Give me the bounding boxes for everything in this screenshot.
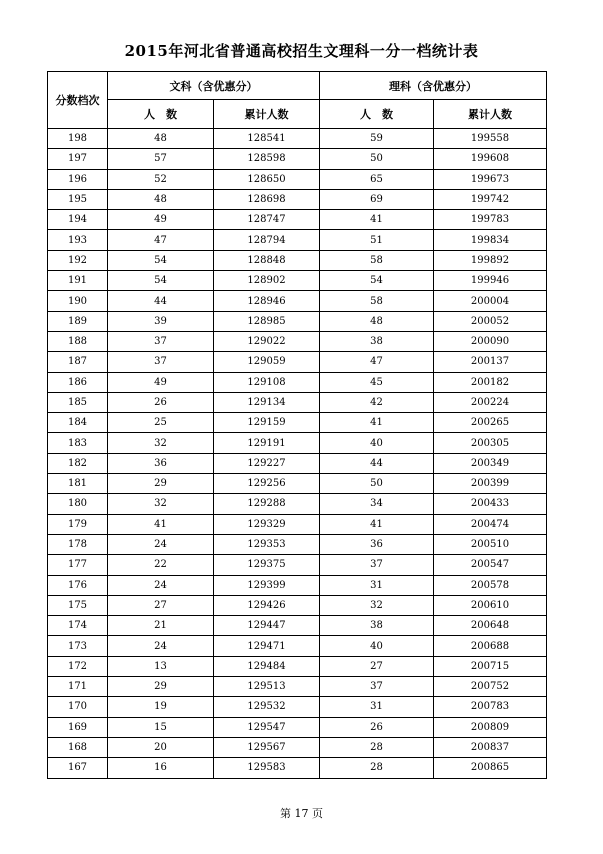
wen-cumulative-cell: 129353 [214, 534, 320, 554]
li-cumulative-cell: 199946 [434, 271, 547, 291]
wen-cumulative-cell: 129375 [214, 555, 320, 575]
wen-cumulative-cell: 129532 [214, 697, 320, 717]
score-cell: 193 [48, 230, 108, 250]
wen-count-cell: 27 [108, 595, 214, 615]
li-count-cell: 28 [320, 758, 434, 778]
li-count-cell: 42 [320, 392, 434, 412]
li-count-cell: 38 [320, 616, 434, 636]
li-count-cell: 31 [320, 575, 434, 595]
li-cumulative-cell: 200865 [434, 758, 547, 778]
score-cell: 186 [48, 372, 108, 392]
table-row [48, 250, 547, 270]
score-cell: 189 [48, 311, 108, 331]
table-row [48, 331, 547, 351]
wen-cumulative-cell: 129567 [214, 737, 320, 757]
score-cell: 180 [48, 494, 108, 514]
li-cumulative-cell: 200783 [434, 697, 547, 717]
score-cell: 178 [48, 534, 108, 554]
score-cell: 194 [48, 210, 108, 230]
score-cell: 195 [48, 189, 108, 209]
page-number: 第 17 页 [280, 807, 323, 820]
wen-count-cell: 13 [108, 656, 214, 676]
table-row [48, 413, 547, 433]
wen-cumulative-cell: 128946 [214, 291, 320, 311]
li-group-header: 理科（含优惠分） [320, 72, 547, 100]
wen-cumulative-cell: 129191 [214, 433, 320, 453]
table-row [48, 575, 547, 595]
wen-count-cell: 57 [108, 149, 214, 169]
li-cumulative-cell: 200510 [434, 534, 547, 554]
li-cumulative-cell: 200349 [434, 453, 547, 473]
li-cumulative-cell: 200433 [434, 494, 547, 514]
wen-count-cell: 24 [108, 636, 214, 656]
score-cell: 174 [48, 616, 108, 636]
score-cell: 171 [48, 677, 108, 697]
wen-count-cell: 52 [108, 169, 214, 189]
score-cell: 183 [48, 433, 108, 453]
table-row [48, 129, 547, 149]
li-count-cell: 32 [320, 595, 434, 615]
wen-cumulative-cell: 129447 [214, 616, 320, 636]
li-count-cell: 41 [320, 413, 434, 433]
wen-count-cell: 24 [108, 575, 214, 595]
li-cumulative-cell: 200752 [434, 677, 547, 697]
wen-cumulative-cell: 129426 [214, 595, 320, 615]
wen-cumulative-cell: 128541 [214, 129, 320, 149]
li-cumulative-cell: 200610 [434, 595, 547, 615]
table-row [48, 291, 547, 311]
li-cumulative-cell: 199892 [434, 250, 547, 270]
li-count-cell: 58 [320, 291, 434, 311]
wen-cumulative-cell: 128698 [214, 189, 320, 209]
table-row [48, 392, 547, 412]
table-row [48, 311, 547, 331]
wen-cumulative-cell: 129583 [214, 758, 320, 778]
li-cumulative-cell: 199783 [434, 210, 547, 230]
li-cumulative-cell: 199742 [434, 189, 547, 209]
table-row [48, 189, 547, 209]
li-count-cell: 58 [320, 250, 434, 270]
wen-count-cell: 37 [108, 331, 214, 351]
wen-count-cell: 15 [108, 717, 214, 737]
li-cumulative-cell: 200265 [434, 413, 547, 433]
score-cell: 179 [48, 514, 108, 534]
wen-count-cell: 39 [108, 311, 214, 331]
wen-count-cell: 32 [108, 433, 214, 453]
li-count-cell: 37 [320, 677, 434, 697]
wen-cumulative-cell: 129471 [214, 636, 320, 656]
score-cell: 187 [48, 352, 108, 372]
li-cumulative-cell: 199608 [434, 149, 547, 169]
li-count-cell: 59 [320, 129, 434, 149]
li-count-cell: 37 [320, 555, 434, 575]
wen-count-cell: 16 [108, 758, 214, 778]
table-row [48, 717, 547, 737]
table-row [48, 474, 547, 494]
score-cell: 170 [48, 697, 108, 717]
table-row [48, 271, 547, 291]
wen-group-header: 文科（含优惠分） [108, 72, 320, 100]
table-row [48, 433, 547, 453]
table-row [48, 169, 547, 189]
li-count-cell: 44 [320, 453, 434, 473]
li-count-cell: 51 [320, 230, 434, 250]
score-cell: 188 [48, 331, 108, 351]
table-row [48, 616, 547, 636]
wen-cumulative-cell: 128598 [214, 149, 320, 169]
wen-count-cell: 29 [108, 677, 214, 697]
score-cell: 169 [48, 717, 108, 737]
score-cell: 197 [48, 149, 108, 169]
li-cumulative-header: 累计人数 [434, 100, 547, 129]
wen-cumulative-cell: 129159 [214, 413, 320, 433]
li-cumulative-cell: 200715 [434, 656, 547, 676]
li-cumulative-cell: 199673 [434, 169, 547, 189]
li-count-cell: 50 [320, 474, 434, 494]
table-row [48, 737, 547, 757]
wen-cumulative-cell: 128985 [214, 311, 320, 331]
li-cumulative-cell: 200578 [434, 575, 547, 595]
li-count-cell: 41 [320, 514, 434, 534]
table-row [48, 636, 547, 656]
score-cell: 177 [48, 555, 108, 575]
li-cumulative-cell: 200224 [434, 392, 547, 412]
li-cumulative-cell: 200399 [434, 474, 547, 494]
li-cumulative-cell: 200090 [434, 331, 547, 351]
li-count-cell: 40 [320, 433, 434, 453]
table-header [48, 72, 547, 129]
li-count-cell: 48 [320, 311, 434, 331]
table-row [48, 453, 547, 473]
wen-count-cell: 24 [108, 534, 214, 554]
score-cell: 192 [48, 250, 108, 270]
score-cell: 176 [48, 575, 108, 595]
wen-cumulative-cell: 129059 [214, 352, 320, 372]
score-table [47, 71, 547, 779]
table-row [48, 595, 547, 615]
wen-cumulative-cell: 129513 [214, 677, 320, 697]
li-cumulative-cell: 200004 [434, 291, 547, 311]
score-cell: 198 [48, 129, 108, 149]
li-cumulative-cell: 200052 [434, 311, 547, 331]
wen-count-cell: 49 [108, 210, 214, 230]
li-count-cell: 65 [320, 169, 434, 189]
wen-count-cell: 48 [108, 129, 214, 149]
table-row [48, 352, 547, 372]
score-column-header: 分数档次 [48, 72, 108, 129]
wen-count-cell: 32 [108, 494, 214, 514]
li-cumulative-cell: 200547 [434, 555, 547, 575]
li-cumulative-cell: 200688 [434, 636, 547, 656]
wen-count-cell: 19 [108, 697, 214, 717]
li-count-cell: 31 [320, 697, 434, 717]
wen-cumulative-cell: 128650 [214, 169, 320, 189]
score-cell: 184 [48, 413, 108, 433]
wen-count-cell: 49 [108, 372, 214, 392]
score-cell: 182 [48, 453, 108, 473]
li-count-cell: 45 [320, 372, 434, 392]
wen-count-cell: 47 [108, 230, 214, 250]
score-cell: 190 [48, 291, 108, 311]
wen-count-cell: 20 [108, 737, 214, 757]
li-count-cell: 27 [320, 656, 434, 676]
li-count-cell: 40 [320, 636, 434, 656]
li-count-cell: 26 [320, 717, 434, 737]
score-cell: 185 [48, 392, 108, 412]
wen-count-cell: 22 [108, 555, 214, 575]
li-count-cell: 47 [320, 352, 434, 372]
li-count-cell: 36 [320, 534, 434, 554]
li-cumulative-cell: 199558 [434, 129, 547, 149]
wen-count-cell: 25 [108, 413, 214, 433]
score-cell: 173 [48, 636, 108, 656]
score-cell: 181 [48, 474, 108, 494]
li-count-cell: 41 [320, 210, 434, 230]
wen-cumulative-cell: 128902 [214, 271, 320, 291]
li-cumulative-cell: 200182 [434, 372, 547, 392]
li-cumulative-cell: 200137 [434, 352, 547, 372]
wen-cumulative-cell: 129329 [214, 514, 320, 534]
wen-count-cell: 41 [108, 514, 214, 534]
wen-count-cell: 44 [108, 291, 214, 311]
li-count-cell: 50 [320, 149, 434, 169]
table-row [48, 534, 547, 554]
wen-cumulative-cell: 128794 [214, 230, 320, 250]
table-row [48, 149, 547, 169]
li-cumulative-cell: 200809 [434, 717, 547, 737]
wen-cumulative-cell: 129134 [214, 392, 320, 412]
table-row [48, 758, 547, 778]
table-row [48, 372, 547, 392]
wen-cumulative-cell: 129022 [214, 331, 320, 351]
wen-cumulative-cell: 129484 [214, 656, 320, 676]
wen-cumulative-cell: 129547 [214, 717, 320, 737]
li-cumulative-cell: 200474 [434, 514, 547, 534]
wen-cumulative-header: 累计人数 [214, 100, 320, 129]
wen-count-cell: 29 [108, 474, 214, 494]
score-cell: 172 [48, 656, 108, 676]
li-count-cell: 38 [320, 331, 434, 351]
li-cumulative-cell: 200648 [434, 616, 547, 636]
li-cumulative-cell: 200837 [434, 737, 547, 757]
wen-cumulative-cell: 129288 [214, 494, 320, 514]
score-cell: 191 [48, 271, 108, 291]
li-count-cell: 34 [320, 494, 434, 514]
wen-cumulative-cell: 129227 [214, 453, 320, 473]
wen-count-cell: 48 [108, 189, 214, 209]
wen-count-header: 人 数 [108, 100, 214, 129]
li-count-cell: 28 [320, 737, 434, 757]
table-row [48, 210, 547, 230]
page-title: 2015年河北省普通高校招生文理科一分一档统计表 [124, 42, 479, 60]
wen-count-cell: 37 [108, 352, 214, 372]
table-row [48, 230, 547, 250]
li-cumulative-cell: 199834 [434, 230, 547, 250]
table-row [48, 514, 547, 534]
table-row [48, 656, 547, 676]
wen-count-cell: 21 [108, 616, 214, 636]
table-row [48, 494, 547, 514]
wen-count-cell: 36 [108, 453, 214, 473]
li-cumulative-cell: 200305 [434, 433, 547, 453]
wen-count-cell: 54 [108, 271, 214, 291]
wen-cumulative-cell: 129256 [214, 474, 320, 494]
li-count-cell: 54 [320, 271, 434, 291]
wen-cumulative-cell: 129108 [214, 372, 320, 392]
table-row [48, 555, 547, 575]
wen-count-cell: 54 [108, 250, 214, 270]
li-count-cell: 69 [320, 189, 434, 209]
table-row [48, 697, 547, 717]
score-cell: 167 [48, 758, 108, 778]
wen-cumulative-cell: 129399 [214, 575, 320, 595]
wen-cumulative-cell: 128848 [214, 250, 320, 270]
table-row [48, 677, 547, 697]
wen-cumulative-cell: 128747 [214, 210, 320, 230]
score-cell: 196 [48, 169, 108, 189]
li-count-header: 人 数 [320, 100, 434, 129]
score-cell: 168 [48, 737, 108, 757]
wen-count-cell: 26 [108, 392, 214, 412]
score-cell: 175 [48, 595, 108, 615]
table-body [48, 129, 547, 779]
